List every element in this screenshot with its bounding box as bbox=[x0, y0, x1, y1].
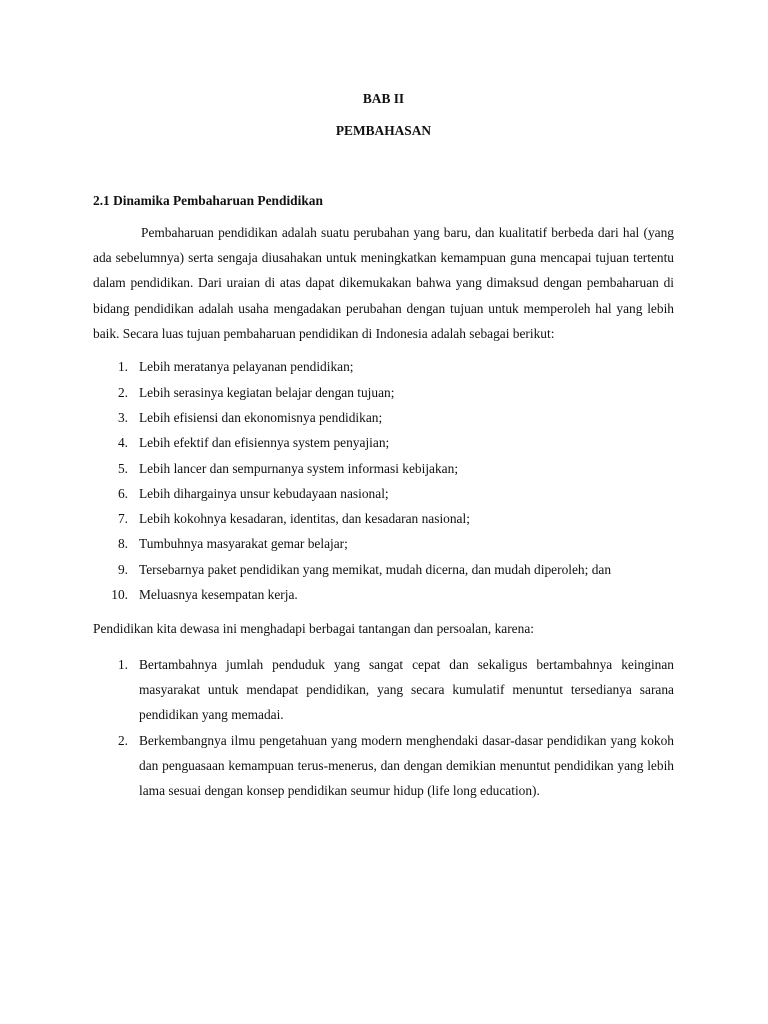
list-item bbox=[93, 430, 674, 455]
list-item-text: Lebih serasinya kegiatan belajar dengan tujuan; bbox=[139, 384, 395, 400]
list-item-text: Tumbuhnya masyarakat gemar belajar; bbox=[139, 536, 348, 552]
list-item-number: 2. bbox=[117, 384, 128, 400]
list-item bbox=[93, 506, 674, 531]
list-item-number: 2. bbox=[117, 732, 128, 748]
document-body bbox=[93, 86, 674, 803]
list-item bbox=[93, 405, 674, 430]
list-item bbox=[93, 456, 674, 481]
challenges-list bbox=[93, 652, 674, 804]
list-item-number: 4. bbox=[117, 435, 128, 451]
chapter-label: BAB II bbox=[362, 91, 405, 106]
list-item-text: Lebih efektif dan efisiennya system penyajian; bbox=[139, 435, 390, 451]
list-item bbox=[93, 354, 674, 379]
intro-paragraph: Pembaharuan pendidikan adalah suatu perubahan yang baru, dan kualitatif berbeda dari hal (yang ada sebelumnya) serta sengaja diusahakan untuk meningkatkan kemampuan guna mencapai tujuan tertentu dalam pendidikan. Dari uraian di atas dapat dikemukakan bahwa yang dimaksud dengan pembaharuan di bidang pendidikan adalah usaha mengadakan perubahan dengan tujuan untuk memperoleh hal yang lebih baik. Secara luas tujuan pembaharuan pendidikan di Indonesia adalah sebagai berikut: bbox=[93, 224, 674, 342]
list-item bbox=[93, 557, 674, 582]
list-item-text: Lebih efisiensi dan ekonomisnya pendidikan; bbox=[139, 409, 383, 425]
goals-list bbox=[93, 354, 674, 607]
list-item-text: Bertambahnya jumlah penduduk yang sangat cepat dan sekaligus bertambahnya keinginan masyarakat untuk mendapat pendidikan, yang secara kumulatif menuntut tersedianya sarana pendidikan yang memadai. bbox=[139, 656, 674, 723]
list-item-number: 6. bbox=[117, 485, 128, 501]
list-item-text: Berkembangnya ilmu pengetahuan yang modern menghendaki dasar-dasar pendidikan yang kokoh dan penguasaan kemampuan terus-menerus, dan dengan demikian menuntut pendidikan yang lebih lama sesuai dengan konsep pendidikan seumur hidup (life long education). bbox=[139, 732, 674, 799]
list-item bbox=[93, 652, 674, 728]
challenges-paragraph: Pendidikan kita dewasa ini menghadapi berbagai tantangan dan persoalan, karena: bbox=[93, 621, 534, 637]
list-item-text: Lebih lancer dan sempurnanya system informasi kebijakan; bbox=[139, 460, 459, 476]
list-item-text: Lebih kokohnya kesadaran, identitas, dan kesadaran nasional; bbox=[139, 511, 470, 527]
section-heading: 2.1 Dinamika Pembaharuan Pendidikan bbox=[93, 192, 323, 208]
chapter-title: PEMBAHASAN bbox=[335, 123, 432, 139]
list-item bbox=[93, 481, 674, 506]
list-item-text: Tersebarnya paket pendidikan yang memikat, mudah dicerna, dan mudah diperoleh; dan bbox=[139, 561, 612, 577]
list-item-number: 8. bbox=[117, 536, 128, 552]
list-item-number: 10. bbox=[111, 587, 128, 603]
list-item-number: 1. bbox=[117, 656, 128, 672]
list-item-text: Lebih dihargainya unsur kebudayaan nasional; bbox=[139, 485, 389, 501]
list-item bbox=[93, 380, 674, 405]
list-item-number: 3. bbox=[117, 409, 128, 425]
list-item bbox=[93, 728, 674, 804]
list-item bbox=[93, 582, 674, 607]
list-item-number: 5. bbox=[117, 460, 128, 476]
list-item-number: 9. bbox=[117, 561, 128, 577]
list-item-number: 1. bbox=[117, 359, 128, 375]
list-item-number: 7. bbox=[117, 511, 128, 527]
list-item bbox=[93, 531, 674, 556]
list-item-text: Lebih meratanya pelayanan pendidikan; bbox=[139, 359, 354, 375]
list-item-text: Meluasnya kesempatan kerja. bbox=[139, 587, 298, 603]
